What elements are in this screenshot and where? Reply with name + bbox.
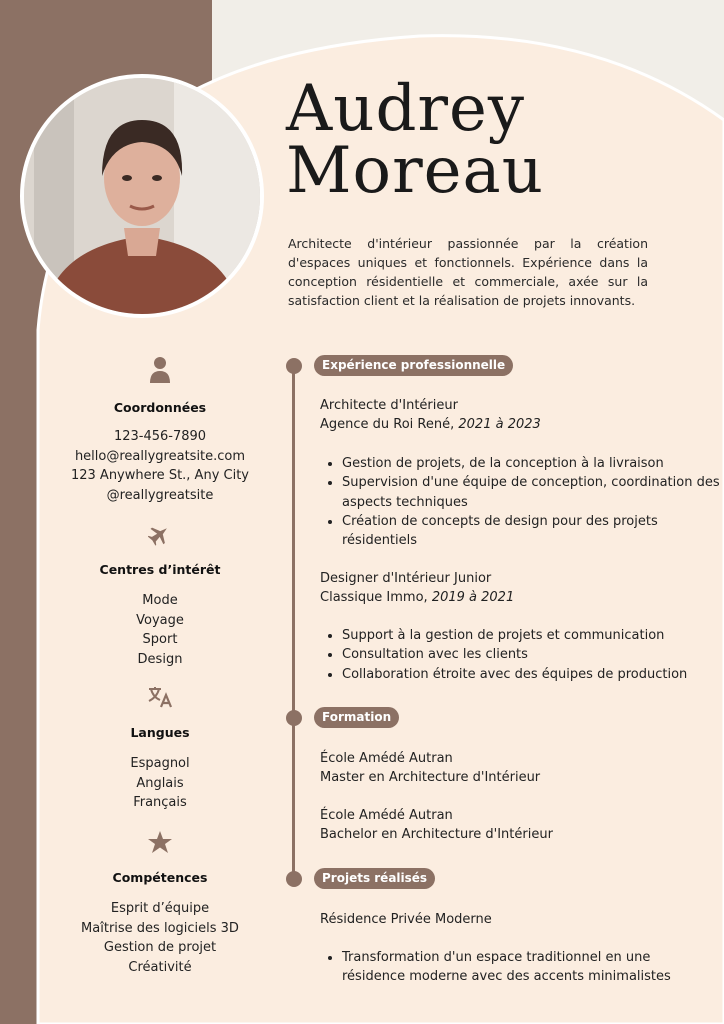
list-item: • Création de concepts de design pour des projets résidentiels <box>342 512 722 551</box>
education-school: École Amédé Autran <box>320 751 453 766</box>
interest-item: Mode <box>142 593 178 608</box>
timeline-dot <box>286 871 302 887</box>
experience-heading: Expérience professionnelle <box>314 355 513 376</box>
full-name <box>286 72 544 208</box>
job-company-name: Classique Immo, <box>320 590 428 605</box>
contact-handle: @reallygreatsite <box>106 487 214 503</box>
skills-section <box>60 830 260 977</box>
project-bullets <box>320 948 712 987</box>
list-item: • Transformation d'un espace traditionnel en une résidence moderne avec des accents minimalistes <box>342 948 712 987</box>
contact-email: hello@reallygreatsite.com <box>74 448 246 464</box>
job-period: 2021 à 2023 <box>454 417 541 432</box>
list-item: • Collaboration étroite avec des équipes de production <box>342 665 722 684</box>
job-company <box>320 588 514 608</box>
education-school: École Amédé Autran <box>320 808 453 823</box>
languages-section <box>60 685 260 813</box>
contact-phone: 123-456-7890 <box>113 429 207 444</box>
airplane-icon <box>148 522 172 546</box>
language-item: Français <box>133 795 187 810</box>
job-period: 2019 à 2021 <box>427 590 515 605</box>
first-name: Audrey <box>286 72 526 146</box>
interests-title: Centres d’intérêt <box>99 562 221 577</box>
skills-title: Compétences <box>112 870 208 885</box>
timeline-line <box>292 366 295 880</box>
timeline-dot <box>286 358 302 374</box>
profile-photo <box>20 74 264 318</box>
skill-item: Créativité <box>128 959 192 975</box>
interest-item: Voyage <box>136 612 184 628</box>
contact-section <box>60 356 260 505</box>
skill-item: Gestion de projet <box>103 940 217 955</box>
list-item: • Consultation avec les clients <box>342 645 722 664</box>
list-item: • Support à la gestion de projets et communication <box>342 626 722 645</box>
language-item: Anglais <box>136 775 184 791</box>
contact-title: Coordonnées <box>113 400 207 415</box>
profile-summary: Architecte d'intérieur passionnée par la création d'espaces uniques et fonctionnels. Expérience dans la conception résidentielle et commerciale, axée sur la satisfaction client et la réalisation de projets innovants. <box>288 236 648 308</box>
projects-heading: Projets réalisés <box>314 868 435 889</box>
timeline-dot <box>286 710 302 726</box>
interest-item: Sport <box>142 632 178 647</box>
education-degree: Bachelor en Architecture d'Intérieur <box>320 827 553 842</box>
language-item: Espagnol <box>130 756 190 771</box>
education-degree: Master en Architecture d'Intérieur <box>320 770 541 785</box>
translate-icon <box>147 685 173 709</box>
person-icon <box>149 356 171 384</box>
job-role: Designer d'Intérieur Junior <box>320 571 492 586</box>
star-icon <box>147 830 173 854</box>
list-item: • Gestion de projets, de la conception à la livraison <box>342 454 722 473</box>
job-role: Architecte d'Intérieur <box>320 398 458 413</box>
skill-item: Esprit d’équipe <box>110 901 210 916</box>
education-heading: Formation <box>314 707 399 728</box>
interest-item: Design <box>137 651 183 667</box>
skill-item: Maîtrise des logiciels 3D <box>81 920 239 936</box>
list-item: • Supervision d'une équipe de conception, coordination des aspects techniques <box>342 473 722 512</box>
job-company-name: Agence du Roi René, <box>320 417 455 432</box>
job-bullets <box>320 626 722 684</box>
job-company <box>320 415 541 435</box>
job-bullets <box>320 454 722 550</box>
interests-section <box>60 522 260 669</box>
languages-title: Langues <box>130 725 190 740</box>
last-name: Moreau <box>286 134 544 208</box>
contact-address: 123 Anywhere St., Any City <box>70 468 249 483</box>
project-name: Résidence Privée Moderne <box>320 912 492 927</box>
